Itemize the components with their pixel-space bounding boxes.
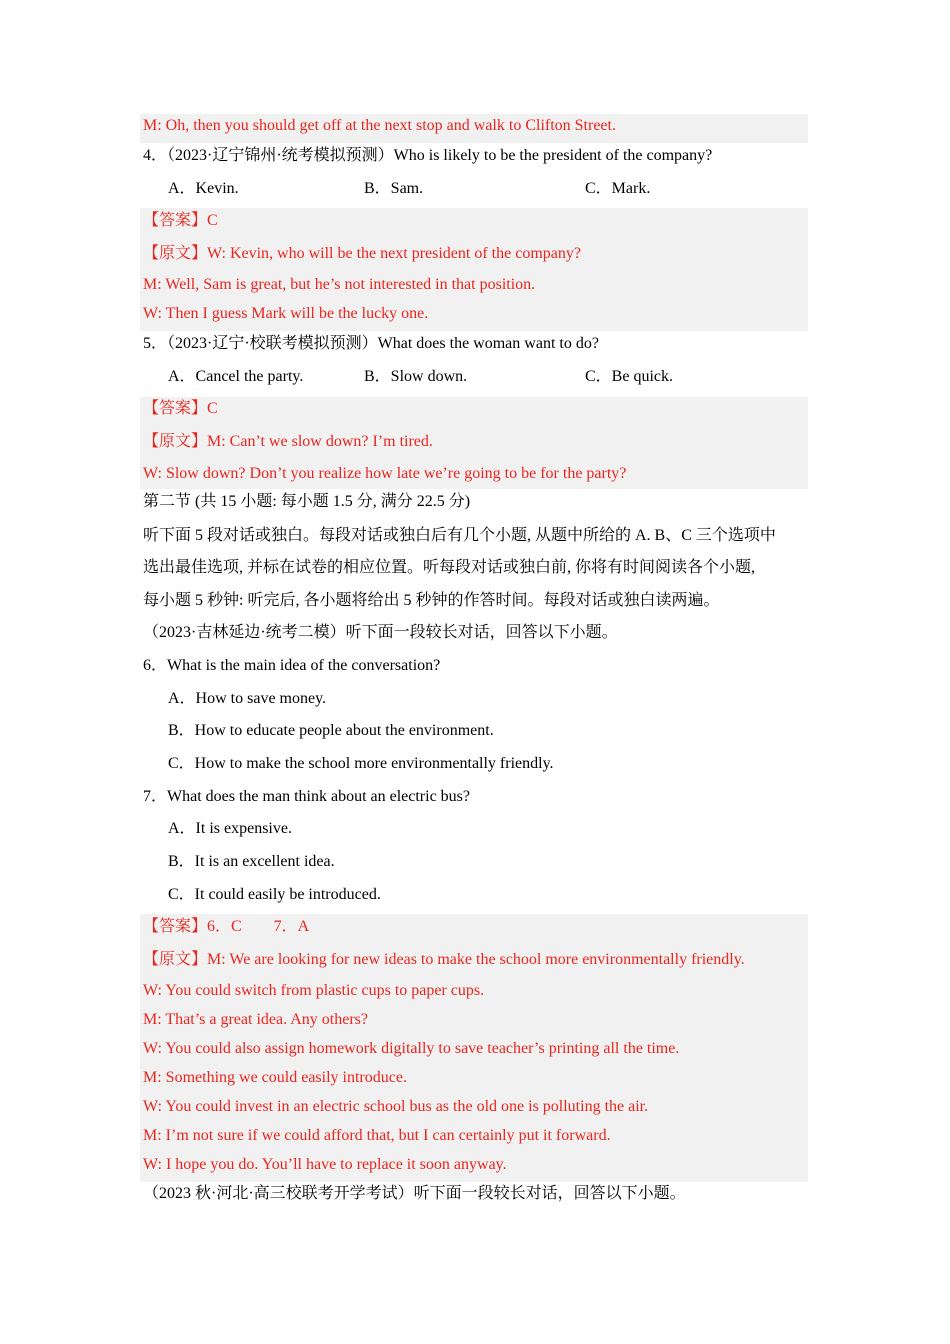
q6-7-answer: 【答案】6．C 7．A [143, 918, 310, 935]
q4-transcript-line: W: Then I guess Mark will be the lucky one. [143, 305, 429, 322]
q4-transcript-line: M: Well, Sam is great, but he’s not interested in that position. [143, 276, 536, 293]
q7-option-a: A．It is expensive. [168, 820, 292, 837]
q6-7-transcript-line: W: I hope you do. You’ll have to replace it soon anyway. [143, 1156, 507, 1173]
question-4: 4．（2023·辽宁锦州·统考模拟预测）Who is likely to be the president of the company? [143, 147, 713, 164]
section-heading: 第二节 (共 15 小题: 每小题 1.5 分, 满分 22.5 分) [143, 493, 471, 510]
instruction-line: 听下面 5 段对话或独白。每段对话或独白后有几个小题, 从题中所给的 A. B、C 三个选项中 [143, 527, 776, 544]
q6-7-transcript-line: M: That’s a great idea. Any others? [143, 1011, 368, 1028]
q6-7-transcript-line: W: You could invest in an electric school bus as the old one is polluting the air. [143, 1098, 649, 1115]
q6-7-transcript-line: W: You could switch from plastic cups to paper cups. [143, 982, 485, 999]
instruction-line: 每小题 5 秒钟: 听完后, 各小题将给出 5 秒钟的作答时间。每段对话或独白读两遍。 [143, 592, 720, 609]
q6-option-b: B．How to educate people about the environment. [168, 722, 494, 739]
q6-option-a: A．How to save money. [168, 690, 327, 707]
group-intro: （2023 秋·河北·高三校联考开学考试）听下面一段较长对话，回答以下小题。 [143, 1185, 686, 1202]
question-6: 6．What is the main idea of the conversation? [143, 657, 441, 674]
q6-7-transcript-line: M: I’m not sure if we could afford that, but I can certainly put it forward. [143, 1127, 611, 1144]
instruction-line: 选出最佳选项, 并标在试卷的相应位置。听每段对话或独白前, 你将有时间阅读各个小题, [143, 559, 756, 576]
q6-7-transcript-line: M: Something we could easily introduce. [143, 1069, 407, 1086]
q4-transcript-line: 【原文】W: Kevin, who will be the next president of the company? [143, 245, 581, 262]
q5-transcript-line: W: Slow down? Don’t you realize how late we’re going to be for the party? [143, 465, 627, 482]
q6-7-transcript-line: 【原文】M: We are looking for new ideas to make the school more environmentally friendly. [143, 951, 745, 968]
q4-option-b: B．Sam. [364, 180, 424, 197]
q4-answer: 【答案】C [143, 212, 218, 229]
question-5: 5．（2023·辽宁·校联考模拟预测）What does the woman want to do? [143, 335, 599, 352]
q6-7-transcript-line: W: You could also assign homework digitally to save teacher’s printing all the time. [143, 1040, 680, 1057]
transcript-line: M: Oh, then you should get off at the next stop and walk to Clifton Street. [143, 117, 616, 134]
q5-option-c: C．Be quick. [585, 368, 673, 385]
group-intro: （2023·吉林延边·统考二模）听下面一段较长对话，回答以下小题。 [143, 624, 618, 641]
q5-option-a: A．Cancel the party. [168, 368, 304, 385]
q7-option-c: C．It could easily be introduced. [168, 886, 381, 903]
q5-option-b: B．Slow down. [364, 368, 468, 385]
q4-option-a: A．Kevin. [168, 180, 239, 197]
q5-answer: 【答案】C [143, 400, 218, 417]
q5-transcript-line: 【原文】M: Can’t we slow down? I’m tired. [143, 433, 433, 450]
q7-option-b: B．It is an excellent idea. [168, 853, 335, 870]
q6-option-c: C．How to make the school more environmentally friendly. [168, 755, 554, 772]
question-7: 7．What does the man think about an electric bus? [143, 788, 471, 805]
q4-option-c: C．Mark. [585, 180, 651, 197]
